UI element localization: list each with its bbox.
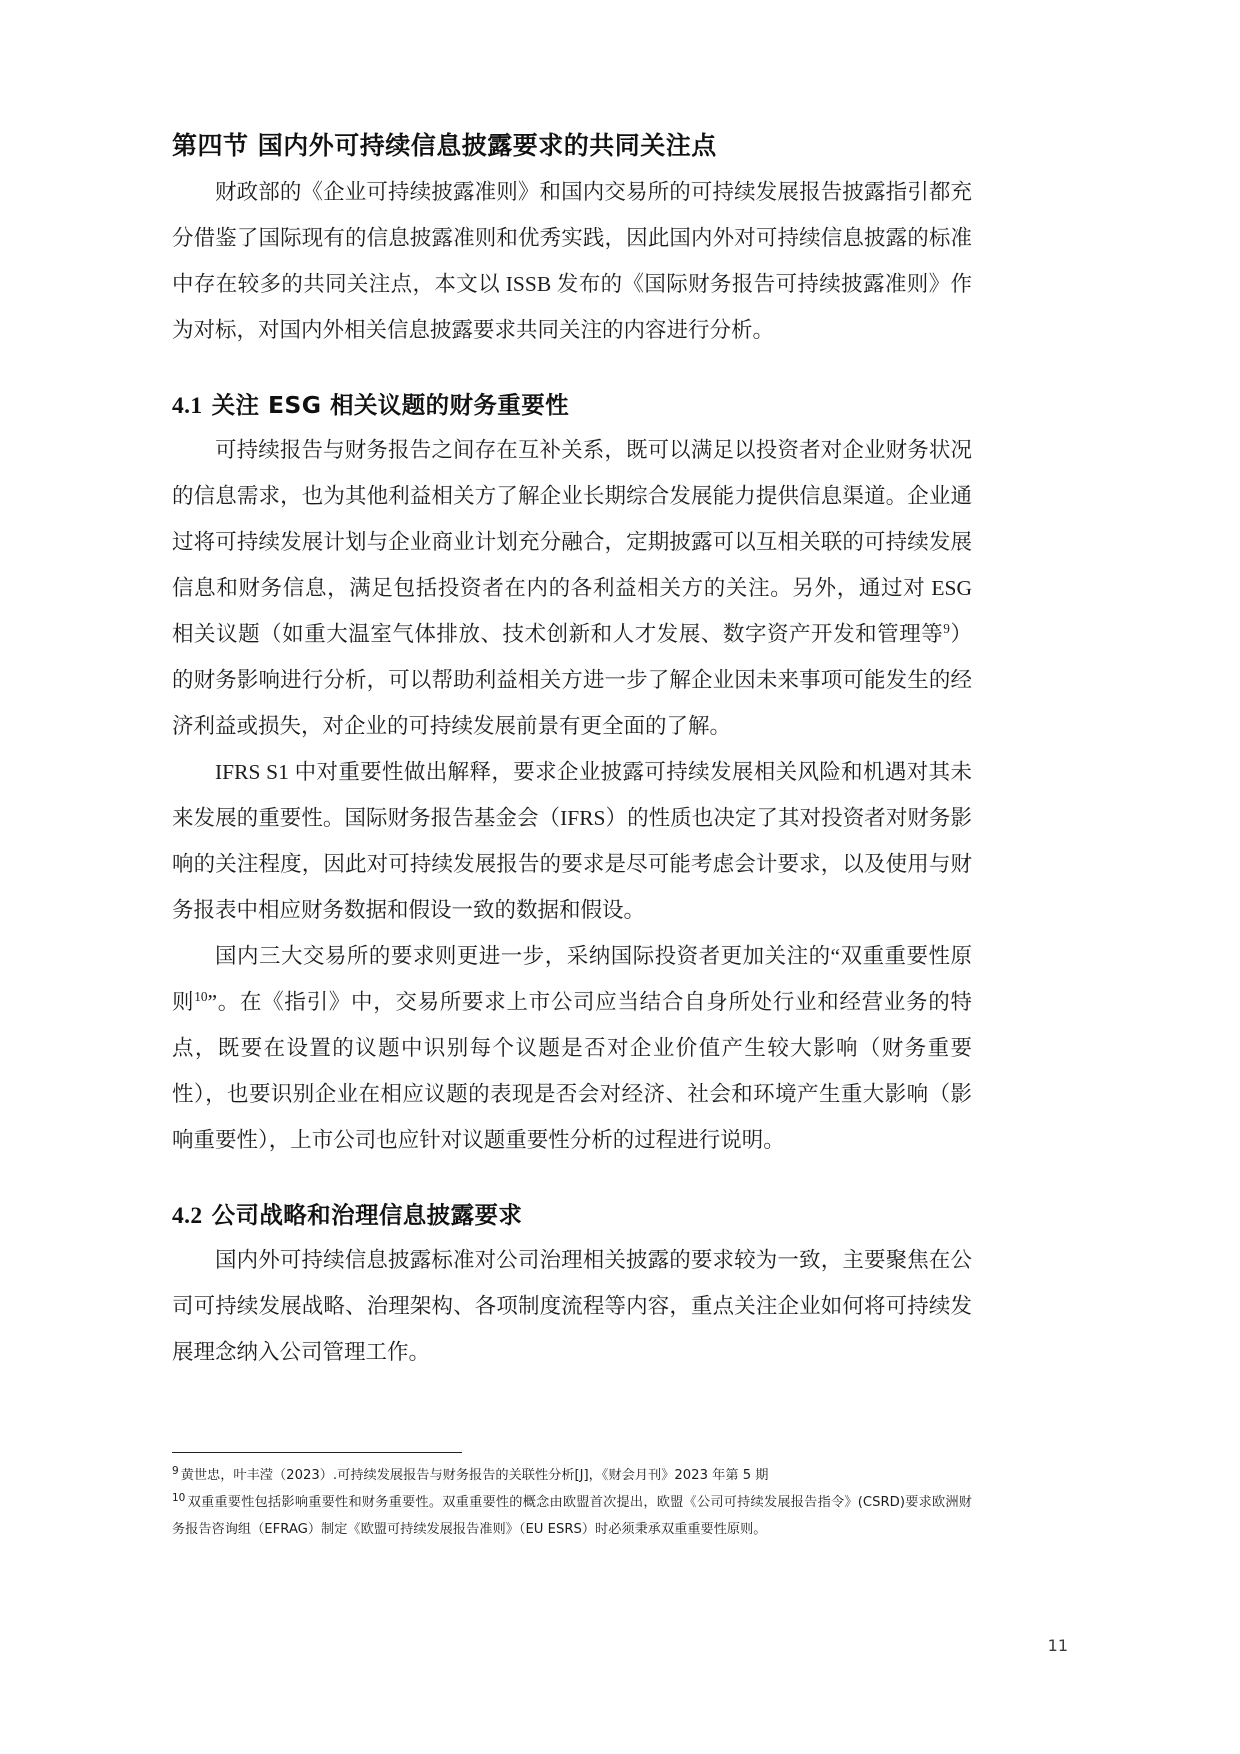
subsection-heading-4-2	[172, 1199, 972, 1233]
subsection-title-4-1: 关注 ESG 相关议题的财务重要性	[211, 391, 570, 419]
paragraph-4-1-2: IFRS S1 中对重要性做出解释，要求企业披露可持续发展相关风险和机遇对其未来发展的重要性。国际财务报告基金会（IFRS）的性质也决定了其对投资者对财务影响的关注程度，因此对可持续发展报告的要求是尽可能考虑会计要求，以及使用与财务报表中相应财务数据和假设一致的数据和假设。	[172, 759, 972, 922]
footnote-text-10: 双重重要性包括影响重要性和财务重要性。双重重要性的概念由欧盟首次提出，欧盟《公司可持续发展报告指令》(CSRD)要求欧洲财务报告咨询组（EFRAG）制定《欧盟可持续发展报告准则》（EU ESRS）时必须秉承双重重要性原则。	[172, 1495, 972, 1537]
subsection-heading-4-1	[172, 389, 972, 423]
section-heading: 第四节 国内外可持续信息披露要求的共同关注点	[172, 131, 717, 160]
paragraph-4-1-3: 国内三大交易所的要求则更进一步，采纳国际投资者更加关注的“双重重要性原则$^{10}$”。在《指引》中，交易所要求上市公司应当结合自身所处行业和经营业务的特点，既要在设置的议题中识别每个议题是否对企业价值产生较大影响（财务重要性），也要识别企业在相应议题的表现是否会对经济、社会和环境产生重大影响（影响重要性），上市公司也应针对议题重要性分析的过程进行说明。	[172, 943, 972, 1152]
subsection-number-4-1: 4.1	[172, 393, 203, 419]
footnote-item-10	[172, 1489, 972, 1543]
intro-paragraph: 财政部的《企业可持续披露准则》和国内交易所的可持续发展报告披露指引都充分借鉴了国际现有的信息披露准则和优秀实践，因此国内外对可持续信息披露的标准中存在较多的共同关注点，本文以 ISSB 发布的《国际财务报告可持续披露准则》作为对标，对国内外相关信息披露要求共同关注的内容进行分析。	[172, 180, 972, 342]
subsection-number-4-2: 4.2	[172, 1202, 203, 1229]
footnote-marker-10: 10	[172, 1491, 186, 1504]
subsection-title-4-2: 公司战略和治理信息披露要求	[211, 1200, 523, 1229]
footnote-marker-9: 9	[172, 1464, 179, 1477]
footnote-item-9	[172, 1462, 972, 1489]
paragraph-4-2-1: 国内外可持续信息披露标准对公司治理相关披露的要求较为一致，主要聚焦在公司可持续发展战略、治理架构、各项制度流程等内容，重点关注企业如何将可持续发展理念纳入公司管理工作。	[172, 1247, 972, 1364]
footnote-area	[172, 1452, 972, 1543]
paragraph-4-1-1: 可持续报告与财务报告之间存在互补关系，既可以满足以投资者对企业财务状况的信息需求，也为其他利益相关方了解企业长期综合发展能力提供信息渠道。企业通过将可持续发展计划与企业商业计划充分融合，定期披露可以互相关联的可持续发展信息和财务信息，满足包括投资者在内的各利益相关方的关注。另外，通过对 ESG 相关议题（如重大温室气体排放、技术创新和人才发展、数字资产开发和管理等$^9$）的财务影响进行分析，可以帮助利益相关方进一步了解企业因未来事项可能发生的经济利益或损失，对企业的可持续发展前景有更全面的了解。	[172, 437, 972, 738]
footnote-text-9: 黄世忠，叶丰滢（2023）.可持续发展报告与财务报告的关联性分析[J]，《财会月刊》2023 年第 5 期	[180, 1468, 769, 1483]
page-content	[172, 128, 972, 1375]
footnote-separator-rule	[172, 1452, 462, 1453]
page-number: 11	[1047, 1636, 1068, 1655]
